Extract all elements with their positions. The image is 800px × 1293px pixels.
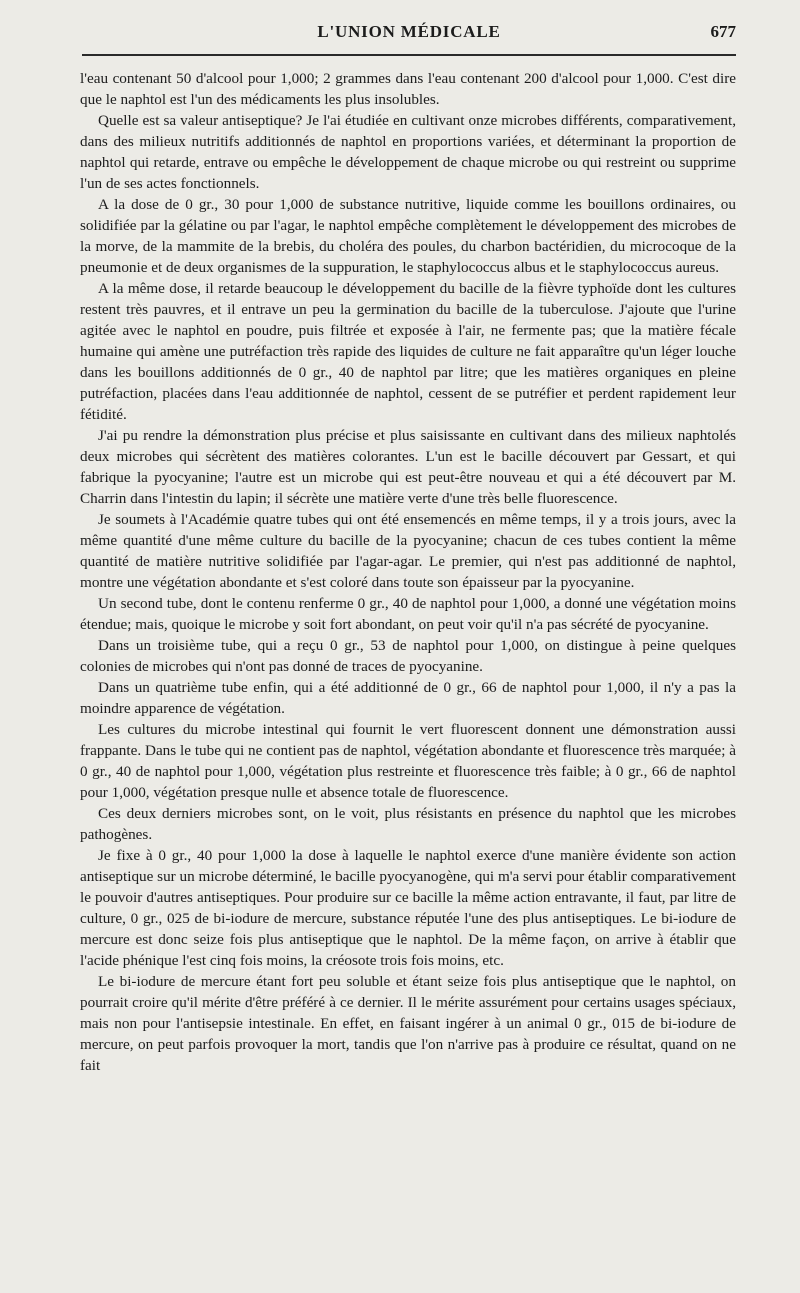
paragraph: Dans un troisième tube, qui a reçu 0 gr., 53 de naphtol pour 1,000, on distingue à peine quelques colonies de microbes qui n'ont pas donné de traces de pyocyanine.: [80, 637, 736, 675]
paragraph: Je soumets à l'Académie quatre tubes qui ont été ensemencés en même temps, il y a trois jours, avec la même quantité d'une même culture du bacille de la pyocyanine; chacun de ces tubes contient la même quantité de matière nutritive solidifiée par l'agar-agar. Le premier, qui n'est pas additionné de naphtol, montre une végétation abondante et s'est coloré dans toute son épaisseur par la pyocyanine.: [80, 511, 736, 591]
paragraph: J'ai pu rendre la démonstration plus précise et plus saisissante en cultivant dans des milieux naphtolés deux microbes qui sécrètent des matières colorantes. L'un est le bacille découvert par Gessart, et qui fabrique la pyocyanine; l'autre est un microbe qui est peut-être nouveau et qui a été découvert par M. Charrin dans l'intestin du lapin; il sécrète une matière verte d'une très belle fluorescence.: [80, 427, 736, 507]
article-body: [80, 68, 736, 1076]
paragraph: A la dose de 0 gr., 30 pour 1,000 de substance nutritive, liquide comme les bouillons ordinaires, ou solidifiée par la gélatine ou par l'agar, le naphtol empêche complètement le développement des microbes de la morve, de la mammite de la brebis, du choléra des poules, du charbon bactéridien, du microcoque de la pneumonie et de deux organismes de la suppuration, le staphylococcus albus et le staphylococcus aureus.: [80, 196, 736, 276]
paragraph: Je fixe à 0 gr., 40 pour 1,000 la dose à laquelle le naphtol exerce d'une manière évidente son action antiseptique sur un microbe déterminé, le bacille pyocyanogène, qui m'a servi pour établir comparativement le pouvoir d'autres antiseptiques. Pour produire sur ce bacille la même action entravante, il faut, par litre de culture, 0 gr., 025 de bi-iodure de mercure, substance réputée l'une des plus antiseptiques. Le bi-iodure de mercure est donc seize fois plus antiseptique que le naphtol. De la même façon, on arrive à établir que l'acide phénique l'est cinq fois moins, la créosote trois fois moins, etc.: [80, 847, 736, 969]
page-header: [80, 18, 738, 48]
paragraph: A la même dose, il retarde beaucoup le développement du bacille de la fièvre typhoïde dont les cultures restent très pauvres, et il entrave un peu la germination du bacille de la tuberculose. J'ajoute que l'urine agitée avec le naphtol en poudre, puis filtrée et exposée à l'air, ne fermente pas; que la matière fécale humaine qui amène une putréfaction très rapide des liquides de culture ne fait apparaître qu'un léger louche dans les bouillons additionnés de 0 gr., 40 de naphtol par litre; que les matières organiques en pleine putréfaction, placées dans l'eau additionnée de naphtol, cessent de se putréfier et perdent rapidement leur fétidité.: [80, 280, 736, 423]
paragraph: l'eau contenant 50 d'alcool pour 1,000; 2 grammes dans l'eau contenant 200 d'alcool pour 1,000. C'est dire que le naphtol est l'un des médicaments les plus insolubles.: [80, 70, 736, 108]
header-rule: [82, 54, 736, 56]
running-title: L'UNION MÉDICALE: [317, 22, 501, 41]
paragraph: Ces deux derniers microbes sont, on le voit, plus résistants en présence du naphtol que les microbes pathogènes.: [80, 805, 736, 843]
paragraph: Dans un quatrième tube enfin, qui a été additionné de 0 gr., 66 de naphtol pour 1,000, il n'y a pas la moindre apparence de végétation.: [80, 679, 736, 717]
page-number: 677: [710, 22, 736, 41]
paragraph: Quelle est sa valeur antiseptique? Je l'ai étudiée en cultivant onze microbes différents, comparativement, dans des milieux nutritifs additionnés de naphtol en proportions variées, et déterminant la proportion de naphtol qui retarde, entrave ou empêche le développement de chaque microbe ou qui restreint ou supprime l'un de ses actes fonctionnels.: [80, 112, 736, 192]
paragraph: Un second tube, dont le contenu renferme 0 gr., 40 de naphtol pour 1,000, a donné une végétation moins étendue; mais, quoique le microbe y soit fort abondant, on peut voir qu'il n'a pas sécrété de pyocyanine.: [80, 595, 736, 633]
paragraph: Le bi-iodure de mercure étant fort peu soluble et étant seize fois plus antiseptique que le naphtol, on pourrait croire qu'il mérite d'être préféré à ce dernier. Il le mérite assurément pour certains usages spéciaux, mais non pour l'antisepsie intestinale. En effet, en faisant ingérer à un animal 0 gr., 015 de bi-iodure de mercure, on peut parfois provoquer la mort, tandis que l'on n'arrive pas à produire ce résultat, quand on ne fait: [80, 973, 736, 1074]
paragraph: Les cultures du microbe intestinal qui fournit le vert fluorescent donnent une démonstration aussi frappante. Dans le tube qui ne contient pas de naphtol, végétation abondante et fluorescence très marquée; à 0 gr., 40 de naphtol pour 1,000, végétation plus restreinte et fluorescence très faible; à 0 gr., 66 de naphtol pour 1,000, végétation presque nulle et absence totale de fluorescence.: [80, 721, 736, 801]
